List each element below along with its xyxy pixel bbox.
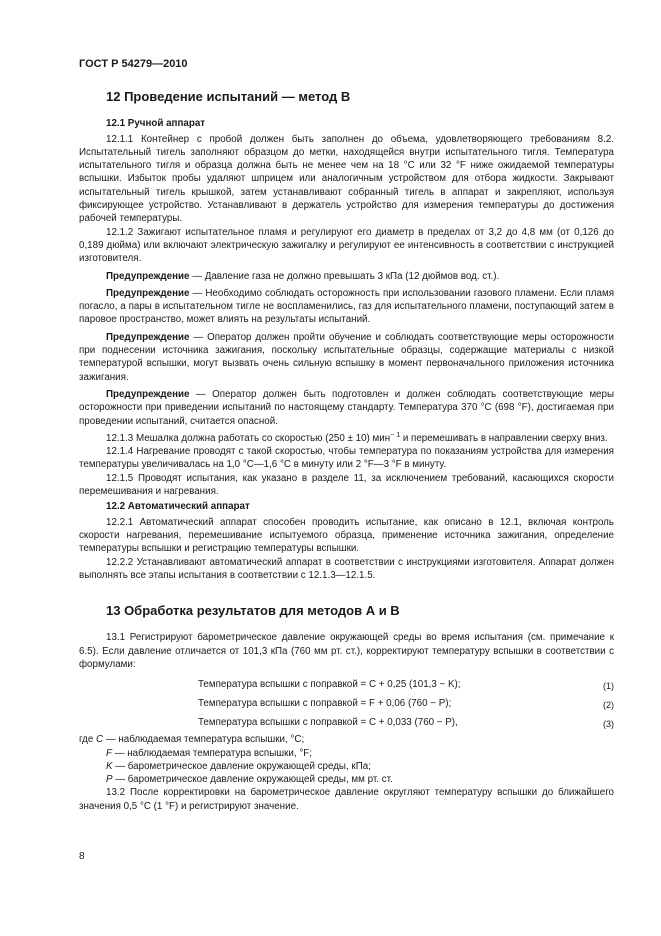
page-number: 8 — [79, 851, 85, 862]
paragraph-13-2: 13.2 После корректировки на барометрическое давление округляют температуру вспышки до ближайшего значения 0,5 °С (1 °F) и регистрируют значение. — [79, 787, 614, 812]
document-body — [79, 90, 614, 813]
section-12-title: 12 Проведение испытаний — метод В — [106, 89, 351, 104]
warning-3-text: — Оператор должен пройти обучение и соблюдать соответствующие меры осторожности при поднесении источника зажигания, поскольку испытательные образцы, содержащие материалы с низкой температурой вспышки, могут вызвать очень сильную вспышку в момент первоначального приложения источника зажигания. — [79, 331, 614, 383]
formula-3-text: Температура вспышки с поправкой = C + 0,033 (760 − P), — [198, 717, 458, 729]
formula-1 — [79, 675, 614, 694]
paragraph-12-1-4: 12.1.4 Нагревание проводят с такой скоростью, чтобы температура по показаниям устройства для измерения температуры увеличивалась на 1,0 °С—1,6 °С в минуту или 2 °F—3 °F в минуту. — [79, 446, 614, 471]
warning-4-text: — Оператор должен быть подготовлен и должен соблюдать соответствующие меры осторожности при приведении испытаний по настоящему стандарту. Температура 370 °С (698 °F), достигаемая при проведении испытаний, считается опасной. — [79, 388, 614, 427]
paragraph-12-2-1: 12.2.1 Автоматический аппарат способен проводить испытание, как описано в 12.1, включая контроль скорости нагревания, перемешивание испытуемого образца, применение источника зажигания, определение температуры вспышки и регистрацию температуры вспышки. — [79, 516, 614, 555]
paragraph-13-1: 13.1 Регистрируют барометрическое давление окружающей среды во время испытания (см. примечание к 6.5). Если давление отличается от 101,3 кПа (760 мм рт. ст.), корректируют температуру вспышки в соответствии с формулами: — [79, 632, 614, 670]
paragraph-12-1-3-start: 12.1.3 Мешалка должна работать со скоростью (250 ± 10) мин — [106, 432, 391, 444]
paragraph-12-1-5: 12.1.5 Проводят испытания, как указано в разделе 11, за исключением требований, касающихся скорости перемешивания и нагревания. — [79, 472, 614, 498]
paragraph-12-1-3 — [79, 432, 614, 445]
variable-definitions — [79, 733, 614, 786]
paragraph-12-1-2: 12.1.2 Зажигают испытательное пламя и регулируют его диаметр в пределах от 3,2 до 4,8 мм (от 0,126 до 0,189 дюйма) или включают электрическую зажигалку и регулируют ее интенсивность в соответствии с инструкцией изготовителя. — [79, 226, 614, 265]
definition-text: — наблюдаемая температура вспышки, °F; — [111, 747, 312, 759]
paragraph-12-1-3-end: и перемешивать в направлении сверху вниз. — [400, 432, 608, 444]
formula-2-number: (2) — [603, 700, 614, 711]
definition-symbol: F — [106, 747, 112, 759]
definition-symbol: K — [106, 760, 113, 772]
warning-label: Предупреждение — [106, 287, 190, 299]
definition-row — [79, 760, 614, 773]
warning-4 — [79, 388, 614, 428]
warning-label: Предупреждение — [106, 331, 190, 343]
warning-3 — [79, 331, 614, 384]
warning-label: Предупреждение — [106, 388, 190, 400]
definition-symbol: P — [106, 774, 113, 786]
formula-1-number: (1) — [603, 681, 614, 692]
formula-2-text: Температура вспышки с поправкой = F + 0,06 (760 − P); — [198, 698, 452, 710]
paragraph-12-1-1: 12.1.1 Контейнер с пробой должен быть заполнен до объема, удовлетворяющего требованиям 8.2. Испытательный тигель заполняют образцом до метки, находящейся внутри испытательного тигля. Температура испытательного тигля и образца должна быть не менее чем на 18 °С или 32 °F ниже ожидаемой температуры вспышки. Избыток пробы удаляют шприцем или аналогичным устройством для отбора жидкости. Закрывают испытательный тигель крышкой, затем устанавливают собранный тигель в аппарат и закрепляют, используя фиксирующее устройство. Устанавливают в держатель устройство для измерения температуры до достижения рабочей температуры. — [79, 133, 614, 225]
formula-2 — [79, 694, 614, 713]
definition-prefix: где — [79, 734, 97, 746]
warning-2 — [79, 287, 614, 327]
warning-1-text: — Давление газа не должно превышать 3 кПа (12 дюймов вод. ст.). — [189, 270, 500, 282]
definition-text: — барометрическое давление окружающей среды, мм рт. ст. — [112, 774, 393, 786]
warning-1 — [79, 270, 614, 283]
subsection-12-1-title: 12.1 Ручной аппарат — [106, 118, 206, 130]
section-13-title: 13 Обработка результатов для методов А и В — [106, 603, 400, 619]
definition-symbol: C — [96, 734, 104, 746]
exponent: − 1 — [390, 431, 401, 439]
definition-text: — наблюдаемая температура вспышки, °С; — [103, 734, 305, 746]
formula-3 — [79, 713, 614, 732]
definition-row — [79, 747, 614, 760]
definition-row — [79, 773, 614, 786]
subsection-12-2-title: 12.2 Автоматический аппарат — [106, 501, 250, 513]
document-code: ГОСТ Р 54279—2010 — [79, 58, 188, 70]
warning-2-text: — Необходимо соблюдать осторожность при использовании газового пламени. Если пламя погасло, а пары в испытательном тигле не воспламенились, газ для испытательного пламени, поступающий затем в паровое пространство, может влиять на результаты испытаний. — [79, 287, 614, 326]
definition-text: — барометрическое давление окружающей среды, кПа; — [112, 760, 371, 772]
paragraph-12-2-2: 12.2.2 Устанавливают автоматический аппарат в соответствии с инструкциями изготовителя. Аппарат должен выполнять все этапы испытания в соответствии с 12.1.3—12.1.5. — [79, 556, 614, 581]
definition-row — [79, 733, 614, 746]
warning-label: Предупреждение — [106, 270, 190, 282]
formula-1-text: Температура вспышки с поправкой = C + 0,25 (101,3 − K); — [198, 679, 461, 691]
formula-3-number: (3) — [603, 719, 614, 730]
